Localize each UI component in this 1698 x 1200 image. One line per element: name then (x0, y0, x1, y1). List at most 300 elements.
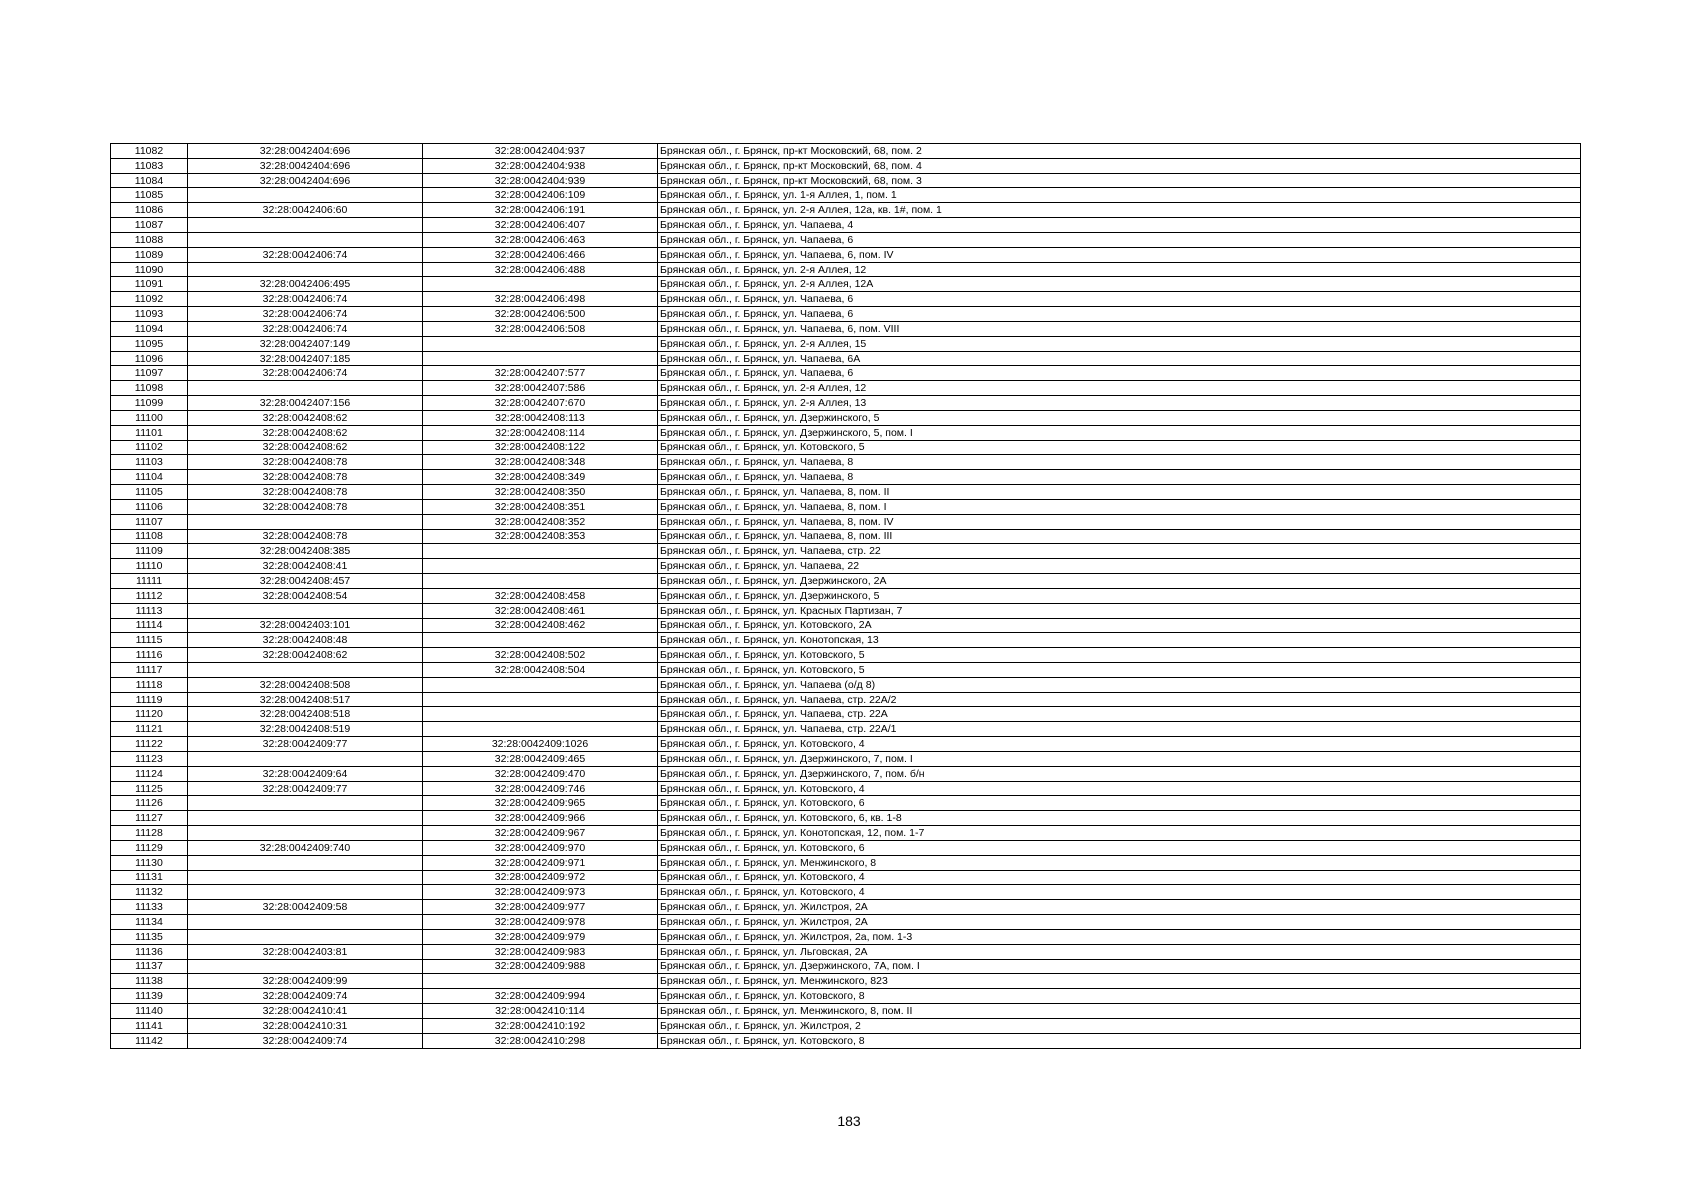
object-cadastral-number-cell: 32:28:0042409:979 (423, 929, 658, 944)
address-cell: Брянская обл., г. Брянск, ул. Дзержинского, 7А, пом. I (658, 959, 1581, 974)
land-plot-cadastral-number-cell: 32:28:0042408:62 (188, 648, 423, 663)
row-number-cell: 11134 (111, 915, 188, 930)
row-number-cell: 11084 (111, 173, 188, 188)
object-cadastral-number-cell: 32:28:0042409:973 (423, 885, 658, 900)
object-cadastral-number-cell: 32:28:0042406:466 (423, 247, 658, 262)
land-plot-cadastral-number-cell: 32:28:0042409:740 (188, 840, 423, 855)
table-row (111, 766, 1581, 781)
object-cadastral-number-cell (423, 544, 658, 559)
row-number-cell: 11117 (111, 662, 188, 677)
land-plot-cadastral-number-cell (188, 870, 423, 885)
table-row (111, 900, 1581, 915)
object-cadastral-number-cell: 32:28:0042404:938 (423, 158, 658, 173)
address-cell: Брянская обл., г. Брянск, ул. Жилстроя, 2А (658, 915, 1581, 930)
land-plot-cadastral-number-cell: 32:28:0042409:74 (188, 1033, 423, 1048)
address-cell: Брянская обл., г. Брянск, ул. Дзержинского, 7, пом. б/н (658, 766, 1581, 781)
address-cell: Брянская обл., г. Брянск, ул. 2-я Аллея, 12а, кв. 1#, пом. 1 (658, 203, 1581, 218)
table-row (111, 929, 1581, 944)
table-row (111, 321, 1581, 336)
land-plot-cadastral-number-cell: 32:28:0042406:74 (188, 247, 423, 262)
address-cell: Брянская обл., г. Брянск, ул. 2-я Аллея, 13 (658, 396, 1581, 411)
land-plot-cadastral-number-cell: 32:28:0042406:74 (188, 307, 423, 322)
address-cell: Брянская обл., г. Брянск, ул. Жилстроя, 2А (658, 900, 1581, 915)
land-plot-cadastral-number-cell: 32:28:0042408:54 (188, 588, 423, 603)
address-cell: Брянская обл., г. Брянск, ул. Чапаева, 6А (658, 351, 1581, 366)
row-number-cell: 11137 (111, 959, 188, 974)
page-number: 183 (837, 1113, 861, 1129)
table-row (111, 366, 1581, 381)
row-number-cell: 11112 (111, 588, 188, 603)
row-number-cell: 11096 (111, 351, 188, 366)
table-row (111, 144, 1581, 159)
table-row (111, 722, 1581, 737)
table-row (111, 826, 1581, 841)
table-row (111, 499, 1581, 514)
row-number-cell: 11141 (111, 1018, 188, 1033)
address-cell: Брянская обл., г. Брянск, ул. Котовского, 8 (658, 1033, 1581, 1048)
row-number-cell: 11108 (111, 529, 188, 544)
row-number-cell: 11114 (111, 618, 188, 633)
row-number-cell: 11125 (111, 781, 188, 796)
table-row (111, 618, 1581, 633)
object-cadastral-number-cell: 32:28:0042407:586 (423, 381, 658, 396)
row-number-cell: 11092 (111, 292, 188, 307)
object-cadastral-number-cell (423, 336, 658, 351)
object-cadastral-number-cell: 32:28:0042406:109 (423, 188, 658, 203)
address-cell: Брянская обл., г. Брянск, ул. Чапаева, 8, пом. I (658, 499, 1581, 514)
object-cadastral-number-cell: 32:28:0042406:498 (423, 292, 658, 307)
address-cell: Брянская обл., г. Брянск, ул. Котовского, 6 (658, 840, 1581, 855)
land-plot-cadastral-number-cell: 32:28:0042408:519 (188, 722, 423, 737)
table-row (111, 692, 1581, 707)
land-plot-cadastral-number-cell: 32:28:0042409:74 (188, 989, 423, 1004)
table-row (111, 588, 1581, 603)
row-number-cell: 11115 (111, 633, 188, 648)
address-cell: Брянская обл., г. Брянск, ул. Чапаева, 22 (658, 559, 1581, 574)
table-row (111, 574, 1581, 589)
row-number-cell: 11086 (111, 203, 188, 218)
row-number-cell: 11123 (111, 751, 188, 766)
land-plot-cadastral-number-cell: 32:28:0042406:74 (188, 366, 423, 381)
object-cadastral-number-cell: 32:28:0042406:488 (423, 262, 658, 277)
table-row (111, 544, 1581, 559)
row-number-cell: 11107 (111, 514, 188, 529)
table-row (111, 440, 1581, 455)
row-number-cell: 11127 (111, 811, 188, 826)
address-cell: Брянская обл., г. Брянск, ул. Чапаева, 8, пом. IV (658, 514, 1581, 529)
table-row (111, 336, 1581, 351)
row-number-cell: 11128 (111, 826, 188, 841)
land-plot-cadastral-number-cell: 32:28:0042408:62 (188, 425, 423, 440)
address-cell: Брянская обл., г. Брянск, ул. 2-я Аллея, 12 (658, 262, 1581, 277)
object-cadastral-number-cell: 32:28:0042407:577 (423, 366, 658, 381)
row-number-cell: 11124 (111, 766, 188, 781)
object-cadastral-number-cell: 32:28:0042408:462 (423, 618, 658, 633)
row-number-cell: 11126 (111, 796, 188, 811)
table-row (111, 677, 1581, 692)
row-number-cell: 11111 (111, 574, 188, 589)
object-cadastral-number-cell (423, 722, 658, 737)
table-row (111, 559, 1581, 574)
land-plot-cadastral-number-cell: 32:28:0042403:81 (188, 944, 423, 959)
address-cell: Брянская обл., г. Брянск, ул. Дзержинского, 7, пом. I (658, 751, 1581, 766)
land-plot-cadastral-number-cell: 32:28:0042409:99 (188, 974, 423, 989)
table-row (111, 455, 1581, 470)
address-cell: Брянская обл., г. Брянск, ул. Чапаева, стр. 22А/1 (658, 722, 1581, 737)
object-cadastral-number-cell: 32:28:0042404:937 (423, 144, 658, 159)
table-row (111, 1018, 1581, 1033)
table-row (111, 707, 1581, 722)
land-plot-cadastral-number-cell: 32:28:0042404:696 (188, 173, 423, 188)
land-plot-cadastral-number-cell: 32:28:0042408:508 (188, 677, 423, 692)
registry-table-body (111, 144, 1581, 1049)
object-cadastral-number-cell: 32:28:0042408:458 (423, 588, 658, 603)
object-cadastral-number-cell: 32:28:0042408:349 (423, 470, 658, 485)
table-row (111, 514, 1581, 529)
address-cell: Брянская обл., г. Брянск, ул. Менжинского, 823 (658, 974, 1581, 989)
object-cadastral-number-cell: 32:28:0042409:988 (423, 959, 658, 974)
object-cadastral-number-cell: 32:28:0042409:972 (423, 870, 658, 885)
row-number-cell: 11094 (111, 321, 188, 336)
row-number-cell: 11139 (111, 989, 188, 1004)
row-number-cell: 11102 (111, 440, 188, 455)
address-cell: Брянская обл., г. Брянск, ул. Котовского, 4 (658, 781, 1581, 796)
object-cadastral-number-cell (423, 974, 658, 989)
object-cadastral-number-cell (423, 692, 658, 707)
address-cell: Брянская обл., г. Брянск, пр-кт Московский, 68, пом. 2 (658, 144, 1581, 159)
table-row (111, 218, 1581, 233)
address-cell: Брянская обл., г. Брянск, ул. Чапаева, стр. 22А/2 (658, 692, 1581, 707)
object-cadastral-number-cell (423, 633, 658, 648)
table-row (111, 470, 1581, 485)
object-cadastral-number-cell: 32:28:0042409:465 (423, 751, 658, 766)
land-plot-cadastral-number-cell: 32:28:0042407:156 (188, 396, 423, 411)
row-number-cell: 11085 (111, 188, 188, 203)
table-row (111, 796, 1581, 811)
row-number-cell: 11138 (111, 974, 188, 989)
address-cell: Брянская обл., г. Брянск, ул. Красных Партизан, 7 (658, 603, 1581, 618)
address-cell: Брянская обл., г. Брянск, ул. 2-я Аллея, 12А (658, 277, 1581, 292)
address-cell: Брянская обл., г. Брянск, ул. Конотопская, 12, пом. 1-7 (658, 826, 1581, 841)
row-number-cell: 11142 (111, 1033, 188, 1048)
land-plot-cadastral-number-cell: 32:28:0042409:64 (188, 766, 423, 781)
object-cadastral-number-cell (423, 707, 658, 722)
land-plot-cadastral-number-cell (188, 603, 423, 618)
address-cell: Брянская обл., г. Брянск, ул. Чапаева, 8 (658, 455, 1581, 470)
object-cadastral-number-cell: 32:28:0042409:983 (423, 944, 658, 959)
object-cadastral-number-cell: 32:28:0042409:965 (423, 796, 658, 811)
object-cadastral-number-cell: 32:28:0042408:504 (423, 662, 658, 677)
object-cadastral-number-cell (423, 277, 658, 292)
table-row (111, 885, 1581, 900)
land-plot-cadastral-number-cell (188, 915, 423, 930)
land-plot-cadastral-number-cell: 32:28:0042406:74 (188, 292, 423, 307)
object-cadastral-number-cell: 32:28:0042408:113 (423, 410, 658, 425)
land-plot-cadastral-number-cell (188, 662, 423, 677)
object-cadastral-number-cell: 32:28:0042408:351 (423, 499, 658, 514)
table-row (111, 855, 1581, 870)
land-plot-cadastral-number-cell (188, 959, 423, 974)
object-cadastral-number-cell: 32:28:0042406:500 (423, 307, 658, 322)
object-cadastral-number-cell: 32:28:0042408:348 (423, 455, 658, 470)
row-number-cell: 11088 (111, 232, 188, 247)
object-cadastral-number-cell: 32:28:0042409:971 (423, 855, 658, 870)
table-row (111, 307, 1581, 322)
land-plot-cadastral-number-cell: 32:28:0042403:101 (188, 618, 423, 633)
table-row (111, 751, 1581, 766)
land-plot-cadastral-number-cell (188, 188, 423, 203)
row-number-cell: 11129 (111, 840, 188, 855)
address-cell: Брянская обл., г. Брянск, ул. 2-я Аллея, 12 (658, 381, 1581, 396)
land-plot-cadastral-number-cell (188, 514, 423, 529)
land-plot-cadastral-number-cell: 32:28:0042406:60 (188, 203, 423, 218)
object-cadastral-number-cell: 32:28:0042404:939 (423, 173, 658, 188)
land-plot-cadastral-number-cell: 32:28:0042408:62 (188, 440, 423, 455)
table-row (111, 781, 1581, 796)
table-row (111, 944, 1581, 959)
address-cell: Брянская обл., г. Брянск, ул. Жилстроя, 2 (658, 1018, 1581, 1033)
address-cell: Брянская обл., г. Брянск, ул. Менжинского, 8 (658, 855, 1581, 870)
row-number-cell: 11103 (111, 455, 188, 470)
table-row (111, 737, 1581, 752)
row-number-cell: 11105 (111, 485, 188, 500)
land-plot-cadastral-number-cell: 32:28:0042408:78 (188, 499, 423, 514)
object-cadastral-number-cell: 32:28:0042406:463 (423, 232, 658, 247)
object-cadastral-number-cell: 32:28:0042409:966 (423, 811, 658, 826)
address-cell: Брянская обл., г. Брянск, ул. Котовского, 2А (658, 618, 1581, 633)
table-row (111, 974, 1581, 989)
registry-table (110, 143, 1581, 1049)
table-row (111, 915, 1581, 930)
address-cell: Брянская обл., г. Брянск, ул. 1-я Аллея, 1, пом. 1 (658, 188, 1581, 203)
address-cell: Брянская обл., г. Брянск, ул. Котовского, 4 (658, 885, 1581, 900)
row-number-cell: 11101 (111, 425, 188, 440)
row-number-cell: 11106 (111, 499, 188, 514)
land-plot-cadastral-number-cell (188, 885, 423, 900)
table-row (111, 158, 1581, 173)
land-plot-cadastral-number-cell (188, 796, 423, 811)
address-cell: Брянская обл., г. Брянск, ул. Котовского, 6 (658, 796, 1581, 811)
table-row (111, 173, 1581, 188)
address-cell: Брянская обл., г. Брянск, ул. Чапаева, 6 (658, 366, 1581, 381)
address-cell: Брянская обл., г. Брянск, ул. Чапаева, 8 (658, 470, 1581, 485)
table-row (111, 188, 1581, 203)
land-plot-cadastral-number-cell: 32:28:0042409:77 (188, 781, 423, 796)
object-cadastral-number-cell: 32:28:0042409:470 (423, 766, 658, 781)
table-row (111, 425, 1581, 440)
row-number-cell: 11082 (111, 144, 188, 159)
address-cell: Брянская обл., г. Брянск, ул. Чапаева, 6, пом. VIII (658, 321, 1581, 336)
land-plot-cadastral-number-cell: 32:28:0042408:41 (188, 559, 423, 574)
land-plot-cadastral-number-cell (188, 811, 423, 826)
row-number-cell: 11091 (111, 277, 188, 292)
table-row (111, 633, 1581, 648)
address-cell: Брянская обл., г. Брянск, ул. Чапаева, 6, пом. IV (658, 247, 1581, 262)
row-number-cell: 11090 (111, 262, 188, 277)
table-row (111, 662, 1581, 677)
land-plot-cadastral-number-cell: 32:28:0042408:78 (188, 485, 423, 500)
row-number-cell: 11113 (111, 603, 188, 618)
address-cell: Брянская обл., г. Брянск, пр-кт Московский, 68, пом. 4 (658, 158, 1581, 173)
row-number-cell: 11095 (111, 336, 188, 351)
address-cell: Брянская обл., г. Брянск, ул. Конотопская, 13 (658, 633, 1581, 648)
object-cadastral-number-cell: 32:28:0042410:114 (423, 1004, 658, 1019)
land-plot-cadastral-number-cell: 32:28:0042406:74 (188, 321, 423, 336)
object-cadastral-number-cell: 32:28:0042408:122 (423, 440, 658, 455)
row-number-cell: 11104 (111, 470, 188, 485)
object-cadastral-number-cell: 32:28:0042408:114 (423, 425, 658, 440)
address-cell: Брянская обл., г. Брянск, пр-кт Московский, 68, пом. 3 (658, 173, 1581, 188)
address-cell: Брянская обл., г. Брянск, ул. Чапаева, 4 (658, 218, 1581, 233)
land-plot-cadastral-number-cell: 32:28:0042408:385 (188, 544, 423, 559)
row-number-cell: 11098 (111, 381, 188, 396)
row-number-cell: 11097 (111, 366, 188, 381)
object-cadastral-number-cell (423, 677, 658, 692)
row-number-cell: 11131 (111, 870, 188, 885)
row-number-cell: 11110 (111, 559, 188, 574)
table-row (111, 381, 1581, 396)
land-plot-cadastral-number-cell: 32:28:0042408:457 (188, 574, 423, 589)
object-cadastral-number-cell: 32:28:0042408:353 (423, 529, 658, 544)
address-cell: Брянская обл., г. Брянск, ул. Котовского, 4 (658, 870, 1581, 885)
table-row (111, 959, 1581, 974)
land-plot-cadastral-number-cell: 32:28:0042408:48 (188, 633, 423, 648)
object-cadastral-number-cell: 32:28:0042409:970 (423, 840, 658, 855)
land-plot-cadastral-number-cell (188, 855, 423, 870)
address-cell: Брянская обл., г. Брянск, ул. Чапаева, стр. 22А (658, 707, 1581, 722)
row-number-cell: 11133 (111, 900, 188, 915)
address-cell: Брянская обл., г. Брянск, ул. Дзержинского, 5, пом. I (658, 425, 1581, 440)
table-row (111, 292, 1581, 307)
table-row (111, 1033, 1581, 1048)
object-cadastral-number-cell (423, 574, 658, 589)
object-cadastral-number-cell: 32:28:0042409:994 (423, 989, 658, 1004)
land-plot-cadastral-number-cell: 32:28:0042407:185 (188, 351, 423, 366)
address-cell: Брянская обл., г. Брянск, ул. Дзержинского, 5 (658, 410, 1581, 425)
object-cadastral-number-cell (423, 351, 658, 366)
land-plot-cadastral-number-cell: 32:28:0042408:78 (188, 529, 423, 544)
table-row (111, 989, 1581, 1004)
land-plot-cadastral-number-cell: 32:28:0042404:696 (188, 158, 423, 173)
address-cell: Брянская обл., г. Брянск, ул. 2-я Аллея, 15 (658, 336, 1581, 351)
table-row (111, 203, 1581, 218)
address-cell: Брянская обл., г. Брянск, ул. Дзержинского, 2А (658, 574, 1581, 589)
row-number-cell: 11109 (111, 544, 188, 559)
address-cell: Брянская обл., г. Брянск, ул. Чапаева, 8, пом. III (658, 529, 1581, 544)
row-number-cell: 11100 (111, 410, 188, 425)
table-row (111, 396, 1581, 411)
table-row (111, 232, 1581, 247)
object-cadastral-number-cell: 32:28:0042406:407 (423, 218, 658, 233)
address-cell: Брянская обл., г. Брянск, ул. Чапаева, 8, пом. II (658, 485, 1581, 500)
object-cadastral-number-cell: 32:28:0042408:352 (423, 514, 658, 529)
table-row (111, 648, 1581, 663)
object-cadastral-number-cell (423, 559, 658, 574)
land-plot-cadastral-number-cell (188, 232, 423, 247)
land-plot-cadastral-number-cell (188, 262, 423, 277)
land-plot-cadastral-number-cell: 32:28:0042408:517 (188, 692, 423, 707)
land-plot-cadastral-number-cell: 32:28:0042408:518 (188, 707, 423, 722)
land-plot-cadastral-number-cell: 32:28:0042408:78 (188, 455, 423, 470)
row-number-cell: 11089 (111, 247, 188, 262)
object-cadastral-number-cell: 32:28:0042408:502 (423, 648, 658, 663)
address-cell: Брянская обл., г. Брянск, ул. Менжинского, 8, пом. II (658, 1004, 1581, 1019)
address-cell: Брянская обл., г. Брянск, ул. Котовского, 6, кв. 1-8 (658, 811, 1581, 826)
land-plot-cadastral-number-cell: 32:28:0042408:78 (188, 470, 423, 485)
land-plot-cadastral-number-cell: 32:28:0042409:58 (188, 900, 423, 915)
row-number-cell: 11140 (111, 1004, 188, 1019)
land-plot-cadastral-number-cell (188, 826, 423, 841)
row-number-cell: 11093 (111, 307, 188, 322)
address-cell: Брянская обл., г. Брянск, ул. Жилстроя, 2а, пом. 1-3 (658, 929, 1581, 944)
land-plot-cadastral-number-cell: 32:28:0042409:77 (188, 737, 423, 752)
table-row (111, 262, 1581, 277)
row-number-cell: 11121 (111, 722, 188, 737)
row-number-cell: 11132 (111, 885, 188, 900)
address-cell: Брянская обл., г. Брянск, ул. Котовского, 8 (658, 989, 1581, 1004)
address-cell: Брянская обл., г. Брянск, ул. Дзержинского, 5 (658, 588, 1581, 603)
land-plot-cadastral-number-cell: 32:28:0042404:696 (188, 144, 423, 159)
object-cadastral-number-cell: 32:28:0042407:670 (423, 396, 658, 411)
address-cell: Брянская обл., г. Брянск, ул. Чапаева, 6 (658, 307, 1581, 322)
row-number-cell: 11136 (111, 944, 188, 959)
table-row (111, 870, 1581, 885)
land-plot-cadastral-number-cell (188, 381, 423, 396)
address-cell: Брянская обл., г. Брянск, ул. Чапаева, 6 (658, 232, 1581, 247)
address-cell: Брянская обл., г. Брянск, ул. Котовского, 5 (658, 648, 1581, 663)
address-cell: Брянская обл., г. Брянск, ул. Котовского, 4 (658, 737, 1581, 752)
object-cadastral-number-cell: 32:28:0042406:191 (423, 203, 658, 218)
address-cell: Брянская обл., г. Брянск, ул. Котовского, 5 (658, 440, 1581, 455)
row-number-cell: 11083 (111, 158, 188, 173)
land-plot-cadastral-number-cell: 32:28:0042410:31 (188, 1018, 423, 1033)
land-plot-cadastral-number-cell: 32:28:0042407:149 (188, 336, 423, 351)
land-plot-cadastral-number-cell (188, 929, 423, 944)
object-cadastral-number-cell: 32:28:0042410:192 (423, 1018, 658, 1033)
row-number-cell: 11087 (111, 218, 188, 233)
table-row (111, 277, 1581, 292)
land-plot-cadastral-number-cell: 32:28:0042408:62 (188, 410, 423, 425)
table-row (111, 247, 1581, 262)
address-cell: Брянская обл., г. Брянск, ул. Чапаева (о/д 8) (658, 677, 1581, 692)
land-plot-cadastral-number-cell: 32:28:0042406:495 (188, 277, 423, 292)
address-cell: Брянская обл., г. Брянск, ул. Льговская, 2А (658, 944, 1581, 959)
land-plot-cadastral-number-cell (188, 218, 423, 233)
object-cadastral-number-cell: 32:28:0042409:977 (423, 900, 658, 915)
address-cell: Брянская обл., г. Брянск, ул. Котовского, 5 (658, 662, 1581, 677)
object-cadastral-number-cell: 32:28:0042408:461 (423, 603, 658, 618)
row-number-cell: 11135 (111, 929, 188, 944)
table-row (111, 410, 1581, 425)
table-row (111, 351, 1581, 366)
row-number-cell: 11118 (111, 677, 188, 692)
row-number-cell: 11120 (111, 707, 188, 722)
row-number-cell: 11099 (111, 396, 188, 411)
land-plot-cadastral-number-cell: 32:28:0042410:41 (188, 1004, 423, 1019)
row-number-cell: 11119 (111, 692, 188, 707)
object-cadastral-number-cell: 32:28:0042410:298 (423, 1033, 658, 1048)
table-row (111, 840, 1581, 855)
address-cell: Брянская обл., г. Брянск, ул. Чапаева, 6 (658, 292, 1581, 307)
row-number-cell: 11116 (111, 648, 188, 663)
table-row (111, 485, 1581, 500)
object-cadastral-number-cell: 32:28:0042409:967 (423, 826, 658, 841)
object-cadastral-number-cell: 32:28:0042409:1026 (423, 737, 658, 752)
row-number-cell: 11122 (111, 737, 188, 752)
table-row (111, 529, 1581, 544)
object-cadastral-number-cell: 32:28:0042409:978 (423, 915, 658, 930)
object-cadastral-number-cell: 32:28:0042406:508 (423, 321, 658, 336)
